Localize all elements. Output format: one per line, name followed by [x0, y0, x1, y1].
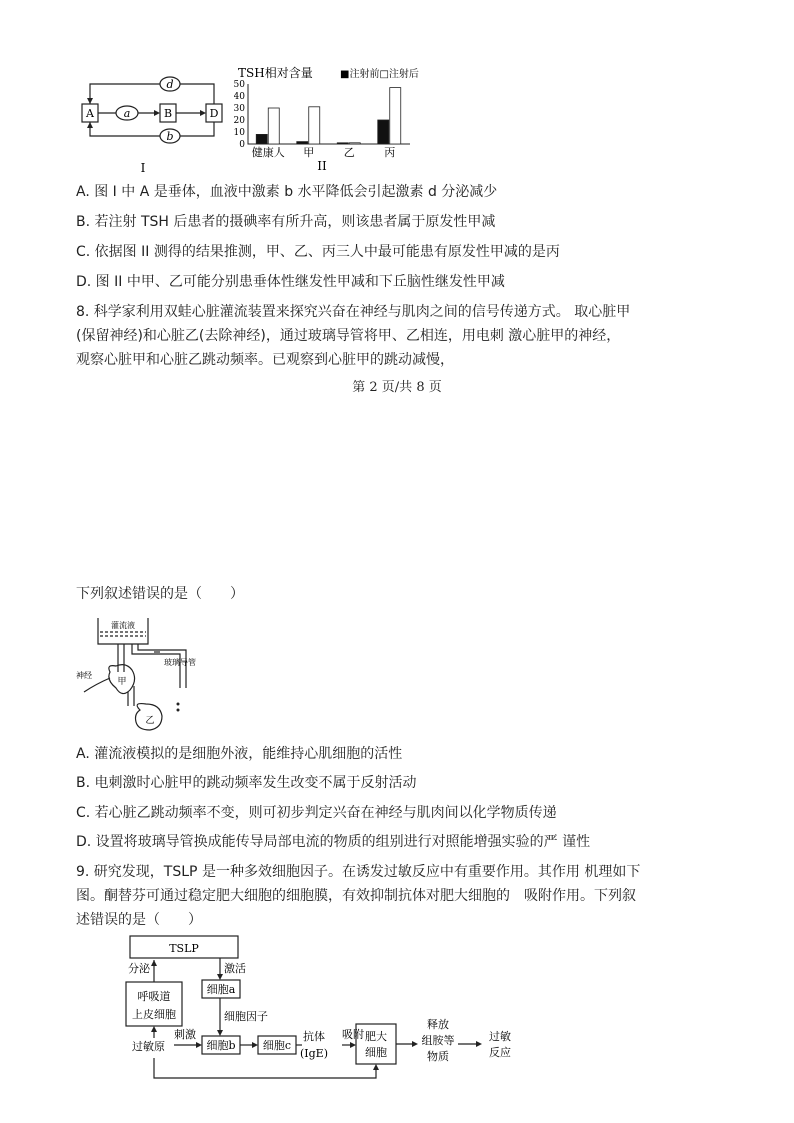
q9-fig-cell-c: 细胞c	[262, 1039, 292, 1052]
q9-fig-cytokine: 细胞因子	[224, 1010, 268, 1023]
q8-option-b: B. 电刺激时心脏甲的跳动频率发生改变不属于反射活动	[76, 775, 417, 791]
q9-fig-activate: 激活	[224, 962, 246, 975]
q8-fig-nerve-label: 神经	[76, 671, 92, 680]
q8-line-3: 观察心脏甲和心脏乙跳动频率。已观察到心脏甲的跳动减慢，	[76, 352, 454, 368]
q9-fig-antibody: 抗体	[303, 1030, 325, 1043]
chart-title: TSH相对含量	[238, 66, 313, 80]
q7-option-a: A. 图 I 中 A 是垂体，血液中激素 b 水平降低会引起激素 d 分泌减少	[76, 184, 498, 200]
box-d-label: D	[209, 107, 219, 120]
chart-category-label: 乙	[343, 146, 355, 159]
q9-fig-epi-line2: 上皮细胞	[132, 1008, 176, 1021]
q9-fig-mast-line2: 细胞	[365, 1046, 387, 1059]
figure-1-caption: I	[140, 161, 146, 175]
q8-line-1: 8. 科学家利用双蛙心脏灌流装置来探究兴奋在神经与肌肉之间的信号传递方式。 取心脏甲	[76, 304, 631, 320]
q9-text	[76, 860, 726, 932]
circle-d-label: d	[166, 78, 174, 91]
q8-text	[76, 300, 726, 372]
chart-xlabel: II	[317, 159, 327, 173]
q8-option-a: A. 灌流液模拟的是细胞外液，能维持心肌细胞的活性	[76, 746, 403, 762]
chart-category-label: 健康人	[251, 146, 285, 159]
q8-line-2: (保留神经)和心脏乙(去除神经)，通过玻璃导管将甲、乙相连，用电刺 激心脏甲的神经，	[76, 328, 621, 344]
q9-fig-tslp: TSLP	[169, 942, 199, 955]
q9-line-1: 9. 研究发现，TSLP 是一种多效细胞因子。在诱发过敏反应中有重要作用。其作用 机理如下	[76, 864, 641, 880]
q8-fig-heart-jia: 甲	[117, 677, 127, 687]
q9-fig-release-line2: 组胺等	[421, 1034, 455, 1047]
chart-bar	[268, 108, 279, 144]
q8-heart-perfusion-figure	[76, 614, 208, 734]
q7-option-b: B. 若注射 TSH 后患者的摄碘率有所升高，则该患者属于原发性甲减	[76, 214, 496, 230]
q9-tslp-mechanism-diagram	[124, 934, 544, 1084]
q9-fig-ige: (IgE)	[300, 1047, 328, 1060]
chart-ytick-label: 40	[234, 92, 245, 102]
chart-bar	[390, 88, 401, 144]
figure-2-tsh-chart	[234, 62, 424, 176]
q9-fig-stimulate: 刺激	[174, 1028, 196, 1041]
q9-fig-reaction-line2: 反应	[489, 1046, 511, 1059]
q9-fig-cell-b: 细胞b	[206, 1039, 236, 1052]
q8-fig-liquid-label: 灌流液	[111, 621, 135, 630]
q9-fig-adsorb: 吸附	[342, 1028, 364, 1041]
q9-line-3: 述错误的是（ ）	[76, 912, 202, 928]
chart-bar	[349, 143, 360, 144]
chart-category-label: 丙	[384, 146, 396, 159]
circle-a-label: a	[123, 107, 131, 120]
chart-ytick-label: 50	[234, 80, 245, 90]
figure-1-feedback-diagram	[76, 72, 236, 176]
q8-option-d: D. 设置将玻璃导管换成能传导局部电流的物质的组别进行对照能增强实验的严 谨性	[76, 834, 591, 850]
chart-ytick-label: 20	[234, 116, 245, 126]
chart-bar	[337, 143, 348, 144]
chart-ytick-label: 0	[239, 140, 245, 150]
box-a-label: A	[86, 107, 94, 120]
q8-fig-tube-label: 玻璃导管	[164, 658, 196, 667]
chart-ytick-label: 10	[234, 128, 245, 138]
page-number: 第 2 页/共 8 页	[352, 380, 442, 395]
q9-fig-secrete: 分泌	[128, 962, 150, 975]
chart-ytick-label: 30	[234, 104, 245, 114]
q9-fig-release-line3: 物质	[427, 1050, 449, 1063]
q9-line-2: 图。酮替芬可通过稳定肥大细胞的细胞膜，有效抑制抗体对肥大细胞的 吸附作用。下列叙	[76, 888, 636, 904]
q9-fig-reaction-line1: 过敏	[489, 1030, 511, 1043]
chart-bar	[256, 134, 267, 144]
chart-category-label: 甲	[303, 146, 315, 159]
q9-fig-mast-line1: 肥大	[365, 1030, 387, 1043]
q8-option-c: C. 若心脏乙跳动频率不变，则可初步判定兴奋在神经与肌肉间以化学物质传递	[76, 805, 557, 821]
q9-fig-cell-a: 细胞a	[206, 983, 236, 996]
chart-bar	[378, 120, 389, 144]
q8-stem: 下列叙述错误的是（ ）	[76, 586, 244, 602]
box-b-label: B	[163, 107, 173, 120]
chart-bar	[309, 107, 320, 144]
circle-b-label: b	[166, 130, 174, 143]
chart-bar	[297, 142, 308, 144]
q9-fig-release-line1: 释放	[427, 1018, 449, 1031]
q7-option-d: D. 图 II 中甲、乙可能分别患垂体性继发性甲减和下丘脑性继发性甲减	[76, 274, 505, 290]
chart-legend: ■注射前□注射后	[340, 69, 419, 80]
q7-option-c: C. 依据图 II 测得的结果推测，甲、乙、丙三人中最可能患有原发性甲减的是丙	[76, 244, 560, 260]
q8-fig-heart-yi: 乙	[145, 716, 155, 726]
q9-fig-epi-line1: 呼吸道	[137, 990, 171, 1003]
q9-fig-allergen: 过敏原	[132, 1040, 165, 1053]
